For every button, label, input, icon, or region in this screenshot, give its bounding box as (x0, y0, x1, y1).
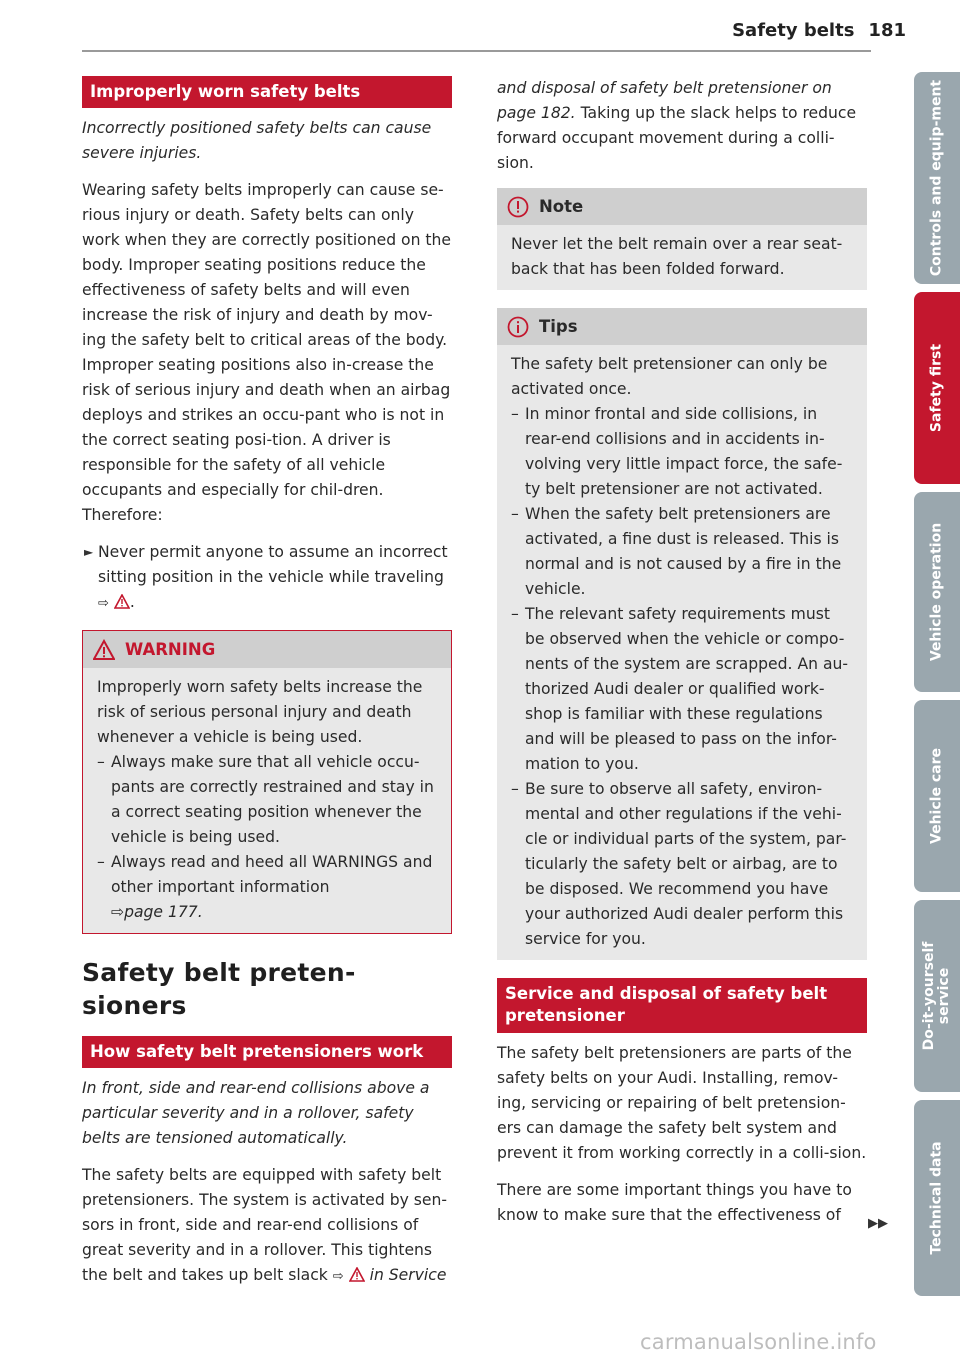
watermark: carmanualsonline.info (640, 1330, 877, 1354)
tab-safety-first[interactable]: Safety first (914, 292, 960, 484)
tips-title: Tips (539, 317, 578, 336)
warning-body (83, 668, 451, 933)
tips-list-item: – In minor frontal and side collisions, in rear-end collisions and in accidents in-volving very little impact force, the safe-ty belt pretensioner are not activated. (511, 405, 843, 498)
section-intro: Incorrectly positioned safety belts can cause severe injuries. (82, 119, 432, 162)
warning-title: WARNING (125, 640, 216, 659)
section-intro: In front, side and rear-end collisions above a particular severity and in a rollover, safety belts are tensioned automatically. (82, 1079, 430, 1147)
tab-vehicle-care[interactable]: Vehicle care (914, 700, 960, 892)
tips-list-item: – The relevant safety requirements must be observed when the vehicle or compo-nents of the system are scrapped. An au-thorized Audi dealer or qualified work-shop is familiar with these regulations and will be pleased to pass on the infor-mation to you. (511, 605, 849, 773)
continuation-paragraph: and disposal of safety belt pretensioner on page 182. Taking up the slack helps to reduce forward occupant movement during a colli-sion. (497, 79, 857, 172)
tips-list-item: – When the safety belt pretensioners are activated, a fine dust is released. This is normal and is not caused by a fire in the vehicle. (511, 505, 842, 598)
tab-controls-and-equipment[interactable]: Controls and equip-ment (914, 72, 960, 284)
tips-header (497, 308, 867, 345)
warning-triangle-icon (114, 594, 130, 609)
section-body: Wearing safety belts improperly can cause se-rious injury or death. Safety belts can only work when they are correctly positioned on the body. Improper seating positions reduce the effectiveness of safety belts and will even increase the risk of injury and death by mov-ing the safety belt to critical areas of the body. Improper seating positions also in-crease the risk of serious injury and death when an airbag deploys and strikes an occu-pant who is not in the correct seating posi-tion. A driver is responsible for the safety of all vehicle occupants and especially for chil-dren. Therefore: (82, 181, 452, 524)
warning-box (82, 630, 452, 934)
section-para: There are some important things you have to know to make sure that the effectiveness of (497, 1181, 852, 1224)
running-head (560, 20, 906, 41)
info-circle-icon (507, 316, 529, 338)
running-title: Safety belts (732, 20, 855, 41)
tips-intro: The safety belt pretensioner can only be activated once. (511, 355, 828, 398)
action-triangle-icon: ► (84, 545, 94, 559)
continue-arrow-icon: ▶▶ (868, 1216, 888, 1231)
note-box (497, 188, 867, 290)
tips-list-item: – Be sure to observe all safety, environ-mental and other regulations if the vehi-cle or individual parts of the system, par-ticularly the safety belt or airbag, are to be disposed. We recommend you have your authorized Audi dealer perform this service for you. (511, 780, 847, 948)
warning-intro: Improperly worn safety belts increase the risk of serious personal injury and death whenever a vehicle is being used. (97, 678, 423, 746)
page-number: 181 (868, 20, 906, 41)
warning-header (83, 631, 451, 668)
tab-vehicle-operation[interactable]: Vehicle operation (914, 492, 960, 692)
warning-icon (93, 639, 115, 661)
action-item: ► Never permit anyone to assume an incorrect sitting position in the vehicle while traveling ⇨ . (82, 540, 452, 616)
tab-technical-data[interactable]: Technical data (914, 1100, 960, 1296)
exclamation-circle-icon (507, 196, 529, 218)
section-title-pretensioners: Safety belt preten-sioners (82, 958, 356, 1020)
note-title: Note (539, 197, 584, 216)
warning-list-item: – Always make sure that all vehicle occu-pants are correctly restrained and stay in a correct seating position whenever the vehicle is being used. (97, 753, 434, 846)
warning-triangle-icon (349, 1267, 365, 1282)
section-heading-service-disposal: Service and disposal of safety belt pretensioner (497, 978, 867, 1033)
left-column (82, 76, 452, 1301)
warning-list-item: – Always read and heed all WARNINGS and other important information ⇨page 177. (97, 853, 433, 921)
reference-arrow: ⇨ (98, 596, 109, 611)
note-body (497, 225, 867, 290)
note-text: Never let the belt remain over a rear seat-back that has been folded forward. (511, 235, 843, 278)
tips-body (497, 345, 867, 960)
section-para: The safety belt pretensioners are parts of the safety belts on your Audi. Installing, remov-ing, servicing or repairing of belt pretension-ers can damage the safety belt system and prevent it from working correctly in a colli-sion. (497, 1044, 867, 1162)
page-reference-link[interactable]: ⇨page 177. (111, 903, 203, 921)
tab-do-it-yourself-service[interactable]: Do-it-yourself service (914, 900, 960, 1092)
tips-box (497, 308, 867, 960)
section-heading-improperly-worn: Improperly worn safety belts (82, 76, 452, 108)
section-body: The safety belts are equipped with safety belt pretensioners. The system is activated by sen-sors in front, side and rear-end collisions of great severity and in a rollover. This tightens the belt and takes up belt slack ⇨ in Service (82, 1166, 448, 1284)
right-column (497, 76, 867, 1240)
note-header (497, 188, 867, 225)
section-heading-how-pretensioners-work: How safety belt pretensioners work (82, 1036, 452, 1068)
action-text: Never permit anyone to assume an incorrect sitting position in the vehicle while traveling (98, 543, 448, 586)
header-rule (82, 50, 871, 52)
